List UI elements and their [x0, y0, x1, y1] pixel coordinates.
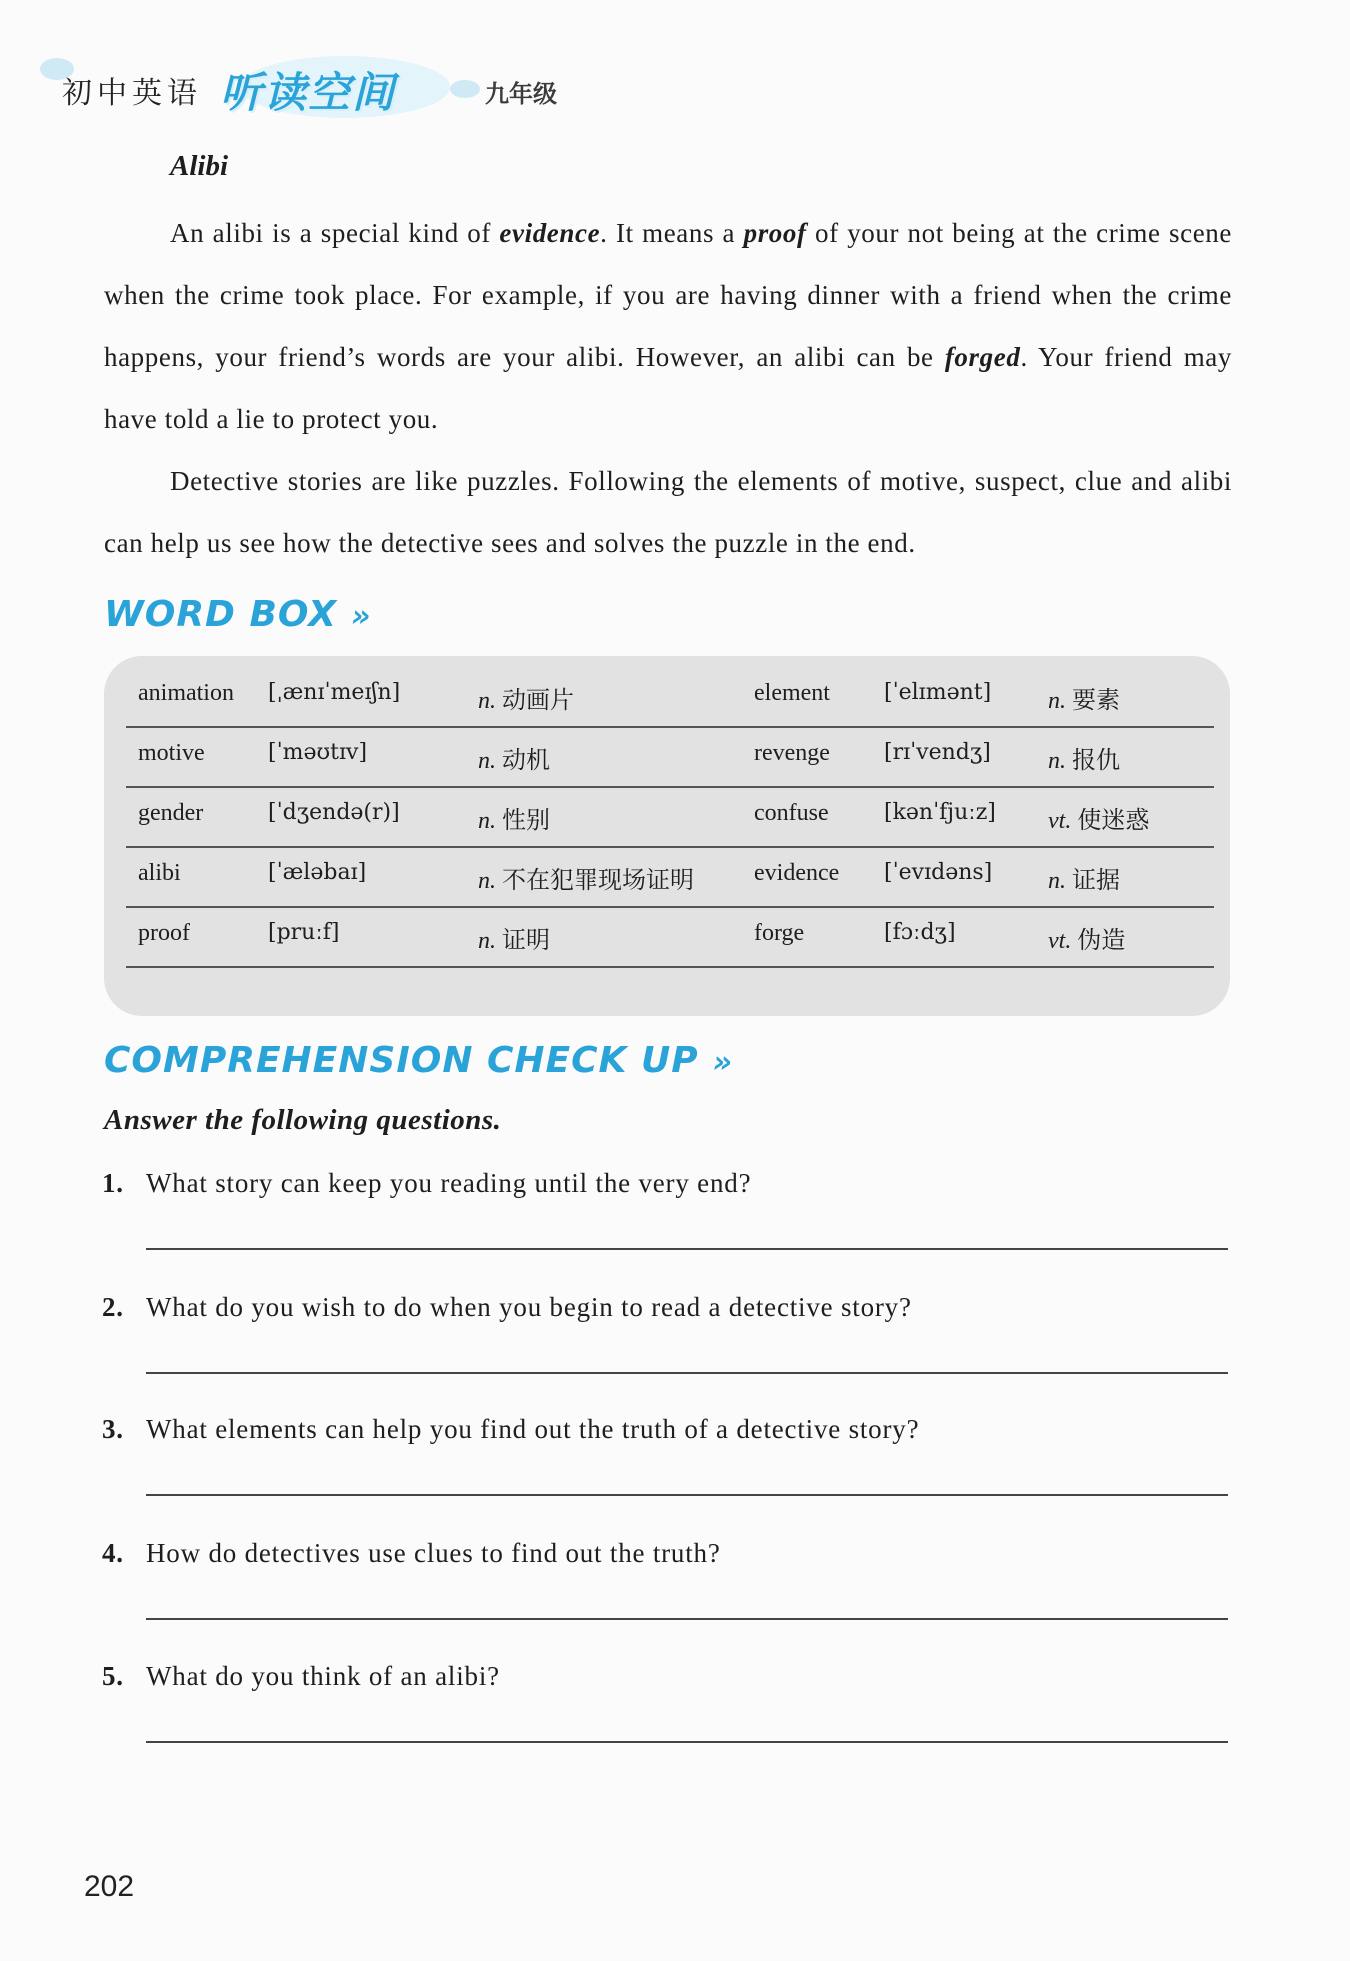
book-title: 初中英语 [62, 76, 202, 111]
question-number: 5. [102, 1661, 124, 1691]
question-text: How do detectives use clues to find out the truth? [146, 1538, 721, 1568]
paragraph-text: . Your friend may have told a lie to protect you. [104, 342, 1232, 434]
vocab-word: confuse [754, 800, 829, 826]
answer-line[interactable] [146, 1248, 1228, 1250]
keyword-forged: forged [944, 342, 1021, 372]
heading-text: WORD BOX [104, 594, 337, 635]
meaning-text: 伪造 [1077, 928, 1126, 954]
article-paragraph-2: Detective stories are like puzzles. Following the elements of motive, suspect, clue and alibi can help us see how the detective sees and solves the puzzle in the end. [104, 466, 1232, 558]
paragraph-text: . It means a [600, 218, 744, 248]
meaning-text: 使迷惑 [1077, 808, 1150, 834]
vocab-word: alibi [138, 860, 181, 886]
vocab-phonetic: [ˈdʒendə(r)] [268, 800, 400, 825]
vocab-row [126, 726, 1214, 788]
vocab-row [126, 846, 1214, 908]
part-of-speech: n. [478, 808, 496, 834]
paragraph-text: An alibi is a special kind of [170, 218, 500, 248]
vocab-row [126, 906, 1214, 968]
question-number: 3. [102, 1414, 124, 1444]
vocab-word: evidence [754, 860, 840, 886]
vocab-phonetic: [kənˈfjuːz] [884, 800, 996, 825]
meaning-text: 动画片 [502, 688, 574, 714]
part-of-speech: vt. [1048, 808, 1072, 834]
meaning-text: 要素 [1072, 688, 1120, 714]
vocab-meaning [478, 740, 550, 775]
part-of-speech: n. [1048, 688, 1066, 714]
part-of-speech: vt. [1048, 928, 1072, 954]
part-of-speech: n. [478, 688, 496, 714]
keyword-evidence: evidence [499, 218, 601, 248]
meaning-text: 证据 [1072, 868, 1120, 894]
heading-text: COMPREHENSION CHECK UP [104, 1040, 699, 1081]
vocab-meaning [478, 680, 574, 715]
question-number: 2. [102, 1292, 124, 1322]
part-of-speech: n. [478, 928, 496, 954]
vocab-row [126, 666, 1214, 728]
keyword-proof: proof [743, 218, 807, 248]
answer-line[interactable] [146, 1372, 1228, 1374]
meaning-text: 不在犯罪现场证明 [502, 868, 694, 894]
vocab-phonetic: [ˌænɪˈmeɪʃn] [268, 680, 401, 705]
series-title: 听读空间 [220, 68, 397, 117]
vocab-phonetic: [rɪˈvendʒ] [884, 740, 991, 765]
question-item [100, 1168, 1230, 1268]
bubble-decoration [450, 80, 480, 98]
vocab-meaning [1048, 860, 1120, 895]
part-of-speech: n. [1048, 868, 1066, 894]
question-text: What do you wish to do when you begin to read a detective story? [146, 1292, 912, 1322]
vocab-meaning [478, 800, 550, 835]
question-text: What elements can help you find out the truth of a detective story? [146, 1414, 920, 1444]
vocab-word: element [754, 680, 830, 706]
question-item [100, 1538, 1230, 1638]
paragraph-text: of your not being at the crime scene when the crime took place. For example, if you are having dinner with a friend when the crime happens, your friend’s words are your alibi. However, an alibi can be [104, 218, 1232, 372]
vocab-meaning [478, 920, 550, 955]
double-chevron-icon: » [350, 599, 365, 634]
vocab-phonetic: [ˈæləbaɪ] [268, 860, 367, 885]
question-number: 1. [102, 1168, 124, 1198]
vocab-phonetic: [pruːf] [268, 920, 340, 945]
vocab-word: animation [138, 680, 234, 706]
vocab-word: motive [138, 740, 205, 766]
page-header [40, 52, 680, 132]
vocab-meaning [1048, 920, 1125, 955]
vocab-meaning [1048, 680, 1120, 715]
vocab-meaning [478, 860, 694, 895]
answer-line[interactable] [146, 1741, 1228, 1743]
vocab-phonetic: [ˈməʊtɪv] [268, 740, 368, 765]
question-item [100, 1292, 1230, 1392]
vocab-word: forge [754, 920, 805, 946]
vocab-phonetic: [ˈelɪmənt] [884, 680, 992, 705]
vocab-word: proof [138, 920, 190, 946]
vocab-meaning [1048, 740, 1120, 775]
grade-label: 九年级 [485, 80, 557, 108]
word-box [104, 656, 1230, 1016]
answer-line[interactable] [146, 1494, 1228, 1496]
part-of-speech: n. [478, 748, 496, 774]
question-item [100, 1414, 1230, 1514]
answer-line[interactable] [146, 1618, 1228, 1620]
meaning-text: 证明 [502, 928, 550, 954]
meaning-text: 性别 [502, 808, 550, 834]
word-box-heading [104, 594, 364, 635]
vocab-word: gender [138, 800, 204, 826]
comprehension-heading [104, 1040, 726, 1081]
question-text: What story can keep you reading until the very end? [146, 1168, 752, 1198]
vocab-phonetic: [fɔːdʒ] [884, 920, 956, 945]
instruction-text: Answer the following questions. [104, 1104, 502, 1136]
meaning-text: 报仇 [1072, 748, 1120, 774]
part-of-speech: n. [478, 868, 496, 894]
page-number: 202 [84, 1870, 135, 1903]
question-number: 4. [102, 1538, 124, 1568]
question-text: What do you think of an alibi? [146, 1661, 500, 1691]
article-paragraph-1 [104, 202, 1232, 450]
question-item [100, 1661, 1230, 1761]
vocab-row [126, 786, 1214, 848]
double-chevron-icon: » [712, 1045, 727, 1080]
vocab-word: revenge [754, 740, 830, 766]
vocab-meaning [1048, 800, 1149, 835]
article-title: Alibi [170, 150, 229, 182]
part-of-speech: n. [1048, 748, 1066, 774]
vocab-phonetic: [ˈevɪdəns] [884, 860, 993, 885]
meaning-text: 动机 [502, 748, 550, 774]
